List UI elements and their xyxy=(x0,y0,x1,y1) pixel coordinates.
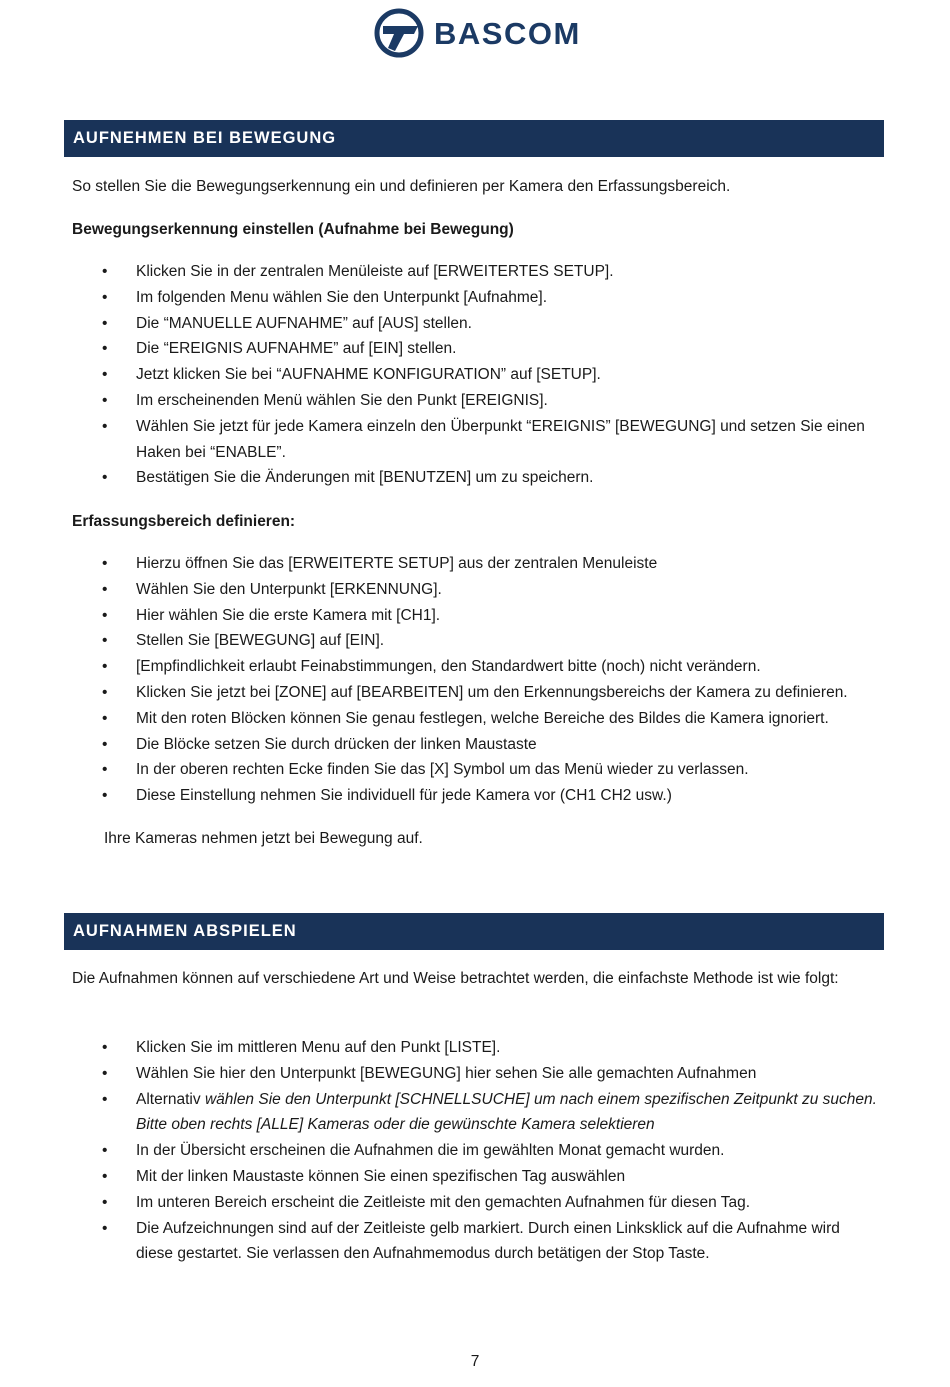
list-item xyxy=(0,1087,900,1139)
list-item: • Wählen Sie hier den Unterpunkt [BEWEGUNG] hier sehen Sie alle gemachten Aufnahmen xyxy=(0,1061,900,1087)
section1-closing: Ihre Kameras nehmen jetzt bei Bewegung auf. xyxy=(104,830,423,847)
list-item: • Diese Einstellung nehmen Sie individuell für jede Kamera vor (CH1 CH2 usw.) xyxy=(0,783,900,809)
list-item: • Die Aufzeichnungen sind auf der Zeitleiste gelb markiert. Durch einen Linksklick auf die Aufnahme wird diese gestartet. Sie verlassen den Aufnahmemodus durch betätigen der Stop Taste. xyxy=(0,1216,900,1268)
list-item: • In der oberen rechten Ecke finden Sie das [X] Symbol um das Menü wieder zu verlassen. xyxy=(0,757,900,783)
list-item: • Im folgenden Menu wählen Sie den Unterpunkt [Aufnahme]. xyxy=(0,285,900,311)
section-heading-abspielen: AUFNAHMEN ABSPIELEN xyxy=(64,913,884,950)
steps-bewegungserkennung xyxy=(0,259,900,491)
list-item: • Klicken Sie in der zentralen Menüleiste auf [ERWEITERTES SETUP]. xyxy=(0,259,900,285)
subheading-erfassungsbereich: Erfassungsbereich definieren: xyxy=(72,513,296,530)
list-item-italic-text: wählen Sie den Unterpunkt [SCHNELLSUCHE] um nach einem spezifischen Zeitpunkt zu suchen. Bitte oben rechts [ALLE] Kameras oder die gewünschte Kamera selektieren xyxy=(136,1090,877,1134)
list-item: • Mit den roten Blöcken können Sie genau festlegen, welche Bereiche des Bildes die Kamera ignoriert. xyxy=(0,706,900,732)
section1-intro: So stellen Sie die Bewegungserkennung ein und definieren per Kamera den Erfassungsbereich. xyxy=(72,178,731,195)
list-item: • Stellen Sie [BEWEGUNG] auf [EIN]. xyxy=(0,628,900,654)
bascom-logo xyxy=(374,8,581,58)
list-item: • Im unteren Bereich erscheint die Zeitleiste mit den gemachten Aufnahmen für diesen Tag. xyxy=(0,1190,900,1216)
steps-erfassungsbereich xyxy=(0,551,900,809)
section2-intro: Die Aufnahmen können auf verschiedene Art und Weise betrachtet werden, die einfachste Methode ist wie folgt: xyxy=(72,970,839,987)
list-item: • Mit der linken Maustaste können Sie einen spezifischen Tag auswählen xyxy=(0,1164,900,1190)
list-item: • Wählen Sie jetzt für jede Kamera einzeln den Überpunkt “EREIGNIS” [BEWEGUNG] und setzen Sie einen Haken bei “ENABLE”. xyxy=(0,414,900,466)
list-item-text: Alternativ xyxy=(136,1090,201,1108)
list-item: • Die “EREIGNIS AUFNAHME” auf [EIN] stellen. xyxy=(0,336,900,362)
list-item: • Klicken Sie im mittleren Menu auf den Punkt [LISTE]. xyxy=(0,1035,900,1061)
list-item: • Die “MANUELLE AUFNAHME” auf [AUS] stellen. xyxy=(0,311,900,337)
list-item: • Die Blöcke setzen Sie durch drücken der linken Maustaste xyxy=(0,732,900,758)
bascom-logo-icon xyxy=(374,8,424,58)
list-item: • Wählen Sie den Unterpunkt [ERKENNUNG]. xyxy=(0,577,900,603)
list-item: • Bestätigen Sie die Änderungen mit [BENUTZEN] um zu speichern. xyxy=(0,465,900,491)
list-item: • Jetzt klicken Sie bei “AUFNAHME KONFIGURATION” auf [SETUP]. xyxy=(0,362,900,388)
list-item: • Hierzu öffnen Sie das [ERWEITERTE SETUP] aus der zentralen Menuleiste xyxy=(0,551,900,577)
page-number: 7 xyxy=(470,1353,480,1370)
section-heading-aufnehmen: AUFNEHMEN BEI BEWEGUNG xyxy=(64,120,884,157)
list-item: • [Empfindlichkeit erlaubt Feinabstimmungen, den Standardwert bitte (noch) nicht verändern. xyxy=(0,654,900,680)
list-item: • Hier wählen Sie die erste Kamera mit [CH1]. xyxy=(0,603,900,629)
subheading-bewegungserkennung: Bewegungserkennung einstellen (Aufnahme bei Bewegung) xyxy=(72,221,514,238)
list-item: • Klicken Sie jetzt bei [ZONE] auf [BEARBEITEN] um den Erkennungsbereichs der Kamera zu definieren. xyxy=(0,680,900,706)
logo-text: BASCOM xyxy=(434,15,581,51)
list-item: • Im erscheinenden Menü wählen Sie den Punkt [EREIGNIS]. xyxy=(0,388,900,414)
steps-abspielen xyxy=(0,1035,900,1267)
list-item: • In der Übersicht erscheinen die Aufnahmen die im gewählten Monat gemacht wurden. xyxy=(0,1138,900,1164)
